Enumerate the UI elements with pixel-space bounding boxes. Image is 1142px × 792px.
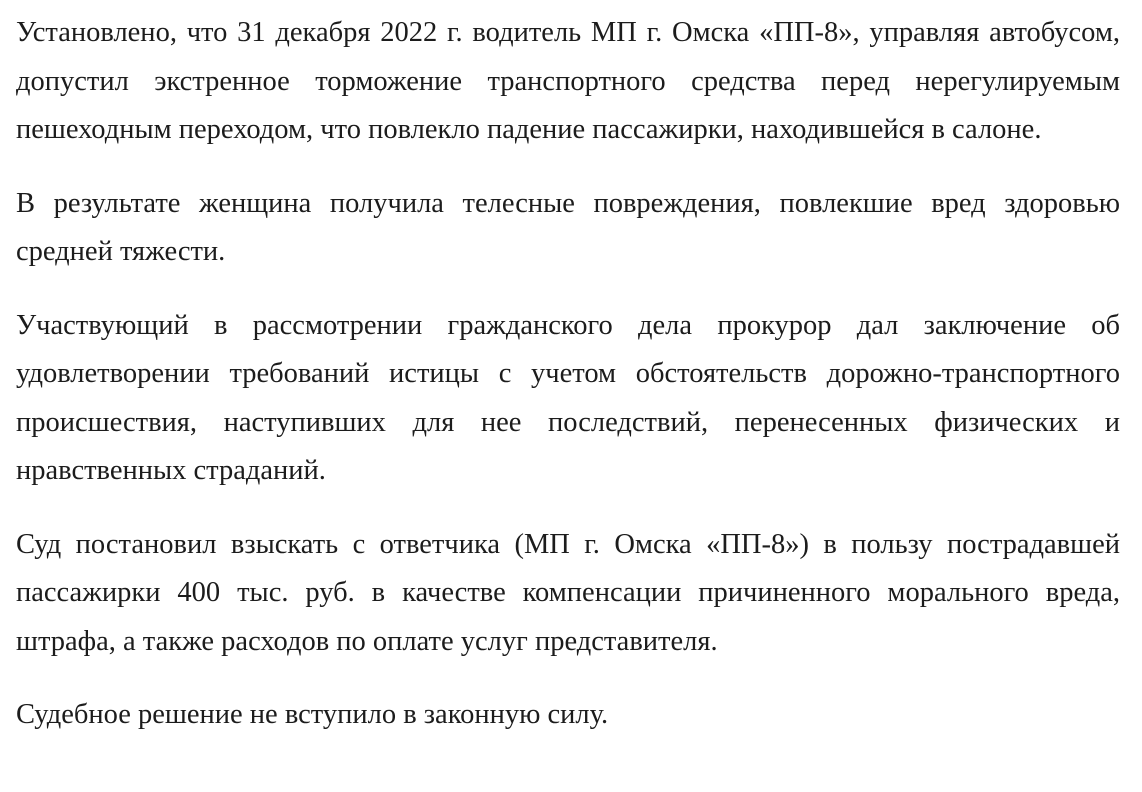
article-body: [16, 9, 1120, 740]
paragraph-court-ruling: Суд постановил взыскать с ответчика (МП г. Омска «ПП-8») в пользу пострадавшей пассажирки 400 тыс. руб. в качестве компенсации причиненного морального вреда, штрафа, а также расходов по оплате услуг представителя.: [16, 528, 1120, 657]
paragraph-status: Судебное решение не вступило в законную силу.: [16, 699, 609, 730]
paragraph-incident: Установлено, что 31 декабря 2022 г. водитель МП г. Омска «ПП-8», управляя автобусом, допустил экстренное торможение транспортного средства перед нерегулируемым пешеходным переходом, что повлекло падение пассажирки, находившейся в салоне.: [16, 17, 1120, 145]
paragraph-prosecutor: Участвующий в рассмотрении гражданского дела прокурор дал заключение об удовлетворении требований истицы с учетом обстоятельств дорожно-транспортного происшествия, наступивших для нее последствий, перенесенных физических и нравственных страданий.: [16, 309, 1120, 486]
paragraph-injury: В результате женщина получила телесные повреждения, повлекшие вред здоровью средней тяжести.: [16, 187, 1120, 267]
